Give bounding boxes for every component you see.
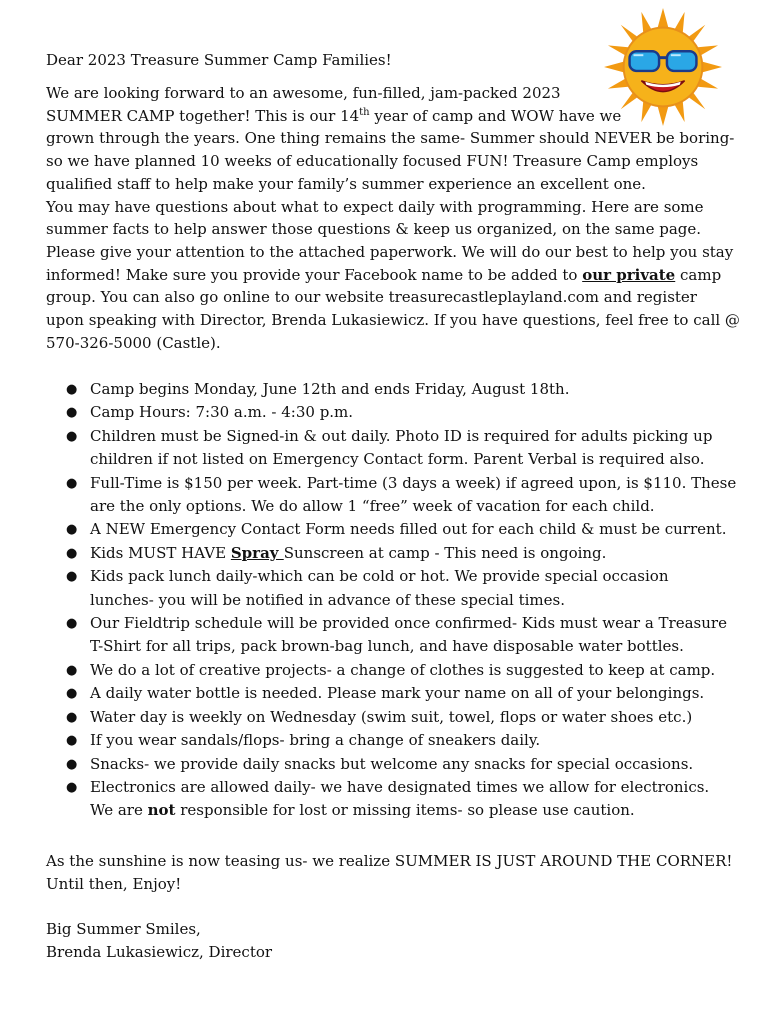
- intro-text: informed! Make sure you provide your Facebook name to be added to: [46, 265, 583, 284]
- greeting-line: Dear 2023 Treasure Summer Camp Families!: [46, 51, 392, 69]
- intro-text: camp: [675, 265, 722, 284]
- bullet-icon: ●: [66, 569, 78, 585]
- list-item-text: Snacks- we provide daily snacks but welcome any snacks for special occasions.: [90, 754, 694, 773]
- signature-block: [46, 918, 272, 964]
- intro-line: group. You can also go online to our website treasurecastleplayland.com and register: [46, 288, 697, 307]
- list-item-text: Kids pack lunch daily-which can be cold or hot. We provide special occasion: [90, 567, 669, 586]
- list-item: [46, 682, 736, 705]
- intro-paragraph: [46, 82, 740, 354]
- bullet-icon: ●: [66, 545, 78, 561]
- list-item-text: If you wear sandals/flops- bring a change of sneakers daily.: [90, 731, 541, 750]
- list-item-text: Camp Hours: 7:30 a.m. - 4:30 p.m.: [90, 403, 354, 422]
- intro-line: grown through the years. One thing remains the same- Summer should NEVER be boring-: [46, 129, 735, 148]
- closing-line: Until then, Enjoy!: [46, 875, 182, 893]
- list-item-text: children if not listed on Emergency Contact form. Parent Verbal is required also.: [90, 450, 705, 469]
- list-item-text: A NEW Emergency Contact Form needs filled out for each child & must be current.: [90, 520, 727, 539]
- intro-line: [46, 264, 736, 287]
- list-item-text: Water day is weekly on Wednesday (swim suit, towel, flops or water shoes etc.): [90, 707, 693, 726]
- list-item-text: are the only options. We do allow 1 “free” week of vacation for each child.: [90, 497, 655, 516]
- bullet-icon: ●: [66, 616, 78, 632]
- list-item-text-part: We are: [90, 801, 148, 820]
- list-item: [46, 659, 736, 682]
- bullet-icon: ●: [66, 382, 78, 397]
- list-item-text: [90, 542, 736, 565]
- list-item: [46, 518, 736, 541]
- list-item-text: Electronics are allowed daily- we have designated times we allow for electronics.: [90, 777, 710, 796]
- intro-line: summer facts to help answer those questions & keep us organized, on the same page.: [46, 220, 702, 239]
- spray-emphasis: Spray: [230, 543, 284, 562]
- bullet-icon: ●: [66, 733, 78, 749]
- list-item-text-part: Kids MUST HAVE: [90, 543, 231, 562]
- list-item-text: A daily water bottle is needed. Please mark your name on all of your belongings.: [90, 684, 705, 703]
- list-item-text: Children must be Signed-in & out daily. Photo ID is required for adults picking up: [90, 426, 713, 445]
- list-item-text: Camp begins Monday, June 12th and ends Friday, August 18th.: [90, 380, 570, 398]
- intro-line: so we have planned 10 weeks of educationally focused FUN! Treasure Camp employs: [46, 152, 699, 171]
- private-group-emphasis: our private: [582, 265, 676, 284]
- list-item: [46, 565, 736, 612]
- list-item-text-part: responsible for lost or missing items- so please use caution.: [175, 801, 635, 820]
- closing-paragraph: [46, 850, 732, 896]
- bullet-icon: ●: [66, 756, 78, 772]
- intro-text: SUMMER CAMP together! This is our 14: [46, 106, 360, 125]
- ordinal-suffix: th: [359, 106, 370, 118]
- list-item-text: [90, 799, 736, 822]
- intro-line: We are looking forward to an awesome, fun-filled, jam-packed 2023: [46, 84, 561, 102]
- intro-line: upon speaking with Director, Brenda Lukasiewicz. If you have questions, feel free to call @: [46, 311, 740, 330]
- list-item: [46, 425, 736, 472]
- list-item: [46, 753, 736, 776]
- bullet-icon: ●: [66, 428, 78, 444]
- intro-line: [46, 105, 736, 128]
- list-item-text: Our Fieldtrip schedule will be provided once confirmed- Kids must wear a Treasure: [90, 614, 727, 633]
- closing-line: As the sunshine is now teasing us- we realize SUMMER IS JUST AROUND THE CORNER!: [46, 852, 733, 870]
- list-item: [46, 378, 736, 401]
- intro-line: Please give your attention to the attached paperwork. We will do our best to help you stay: [46, 242, 734, 261]
- not-emphasis: not: [147, 801, 176, 820]
- bullet-icon: ●: [66, 709, 78, 725]
- camp-rules-list: [46, 378, 736, 823]
- intro-line: 570-326-5000 (Castle).: [46, 333, 221, 352]
- list-item: [46, 472, 736, 519]
- list-item: [46, 729, 736, 752]
- list-item: [46, 401, 736, 424]
- list-item: [46, 542, 736, 565]
- list-item-text: T-Shirt for all trips, pack brown-bag lunch, and have disposable water bottles.: [90, 637, 684, 656]
- signer-name: Brenda Lukasiewicz, Director: [46, 943, 273, 961]
- intro-line: qualified staff to help make your family’s summer experience an excellent one.: [46, 174, 646, 193]
- bullet-icon: ●: [66, 522, 78, 538]
- list-item-text-part: Sunscreen at camp - This need is ongoing.: [283, 543, 607, 562]
- list-item: [46, 776, 736, 823]
- list-item-text: Full-Time is $150 per week. Part-time (3 days a week) if agreed upon, is $110. These: [90, 473, 737, 492]
- intro-line: You may have questions about what to expect daily with programming. Here are some: [46, 197, 704, 216]
- list-item-text: We do a lot of creative projects- a change of clothes is suggested to keep at camp.: [90, 660, 716, 679]
- list-item-text: lunches- you will be notified in advance of these special times.: [90, 590, 565, 609]
- intro-text: year of camp and WOW have we: [369, 106, 622, 125]
- list-item: [46, 706, 736, 729]
- bullet-icon: ●: [66, 686, 78, 702]
- sign-off: Big Summer Smiles,: [46, 920, 201, 938]
- bullet-icon: ●: [66, 779, 78, 795]
- bullet-icon: ●: [66, 475, 78, 491]
- list-item: [46, 612, 736, 659]
- bullet-icon: ●: [66, 405, 78, 421]
- bullet-icon: ●: [66, 662, 78, 678]
